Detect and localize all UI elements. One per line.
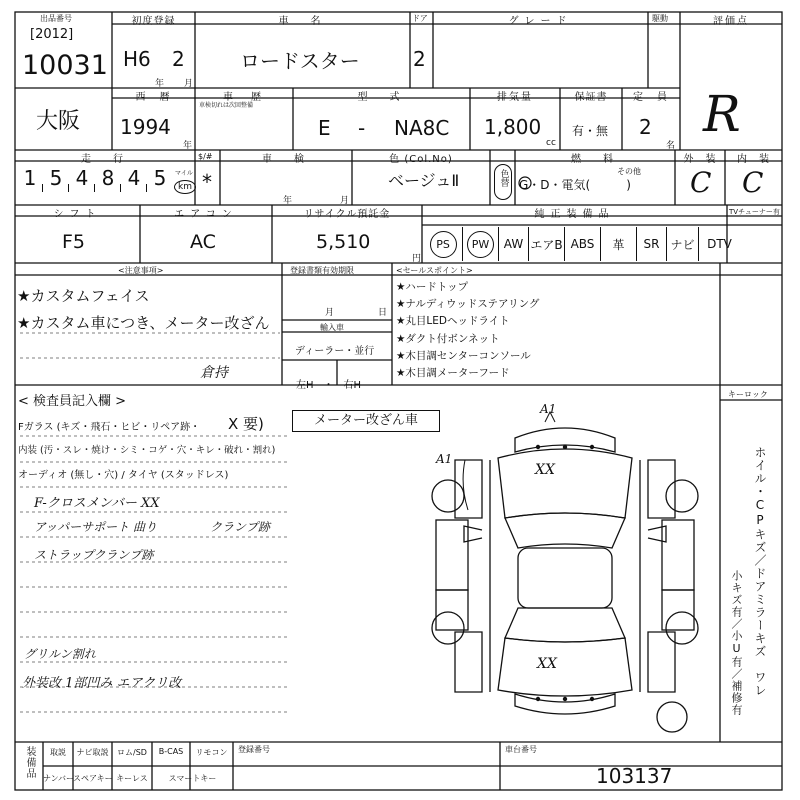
chassis-number: 103137	[596, 764, 673, 788]
sales-label: <セールスポイント>	[396, 266, 473, 275]
right-mirror	[648, 526, 666, 542]
location: 大阪	[36, 109, 81, 134]
dealer-parallel: ディーラー・並行	[295, 346, 375, 357]
tv-tuner-label: TVチューナー有	[729, 208, 780, 216]
footer-item-top: ロム/SD	[117, 748, 147, 757]
hand-note-1: F-クロスメンバー XX	[34, 496, 160, 511]
inspector-signature: 倉持	[200, 365, 228, 381]
year-bracket: [2012]	[30, 27, 74, 42]
exterior-grade: C	[690, 166, 712, 199]
recycle-deposit: 5,510	[316, 231, 371, 253]
hand-note-2: アッパーサポート 曲り	[34, 520, 157, 534]
inspection-month-unit: 月	[340, 196, 350, 206]
diagram-mark-trunk: XX	[537, 656, 557, 672]
equipment-list	[424, 227, 780, 261]
color-change-circled	[494, 164, 512, 200]
key-lock-label: キーロック	[728, 390, 768, 399]
year-unit-2: 年	[183, 141, 193, 151]
fuel-gasoline-circle	[518, 176, 532, 190]
steering-side: 左H ・ 右H	[296, 380, 362, 391]
sales-points	[396, 279, 539, 382]
sales-point: ★ハードトップ	[396, 281, 469, 293]
trunk-shape	[498, 638, 632, 696]
audio-tire-line: オーディオ (無し・穴) / タイヤ (スタッドレス)	[18, 470, 229, 481]
mileage-digit: 5	[49, 166, 63, 190]
displacement: 1,800	[484, 115, 542, 139]
equipment-item	[424, 227, 462, 261]
footer-item-bottom: キーレス	[116, 774, 148, 783]
equipment-label-8: ナビ	[670, 237, 695, 252]
sales-point: ★ダクト付ボンネット	[396, 332, 500, 345]
caution-item-2: ★カスタム車につき、メーター改ざん	[17, 314, 270, 332]
exterior-label: 外 装	[683, 154, 717, 165]
equipment-label-5: ABS	[570, 237, 595, 251]
caution-item-1: ★カスタムフェイス	[17, 287, 150, 305]
equipment-item	[564, 227, 600, 261]
first-reg-year: 2	[172, 47, 185, 71]
glass-line: Fガラス (キズ・飛石・ヒビ・リペア跡・	[18, 422, 201, 433]
fuel-label: 燃 料	[571, 154, 619, 165]
model-dash: -	[358, 116, 366, 140]
mileage-tick	[120, 184, 121, 192]
mileage-label: 走 行	[81, 154, 129, 165]
sales-point: ★丸目LEDヘッドライト	[396, 315, 510, 328]
shift-label: シフト	[53, 209, 102, 220]
footer-items-top	[43, 742, 233, 766]
equipment-item	[698, 227, 740, 261]
mileage-digit: 4	[75, 166, 89, 190]
mileage-tick	[68, 184, 69, 192]
meter-stamp: メーター改ざん車	[292, 410, 440, 432]
ac-label: エアコン	[174, 209, 238, 220]
caution-label: <注意事項>	[118, 266, 164, 275]
wheel-left-front	[432, 480, 464, 512]
year-unit: 年	[155, 79, 165, 89]
fuel-other-label: その他	[617, 167, 641, 176]
windshield-shape	[505, 513, 625, 548]
hand-note-5: グリルン割れ	[24, 647, 96, 661]
hand-stroke-left	[463, 460, 468, 510]
door-count: 2	[413, 47, 426, 71]
rating-grade: R	[703, 85, 741, 143]
glass-mark: X 要)	[228, 415, 264, 433]
equipment-label: 純正装備品	[534, 209, 615, 220]
right-front-fender	[648, 460, 675, 518]
cc-unit: cc	[546, 138, 556, 148]
door-label: ドア	[412, 14, 428, 23]
hood-shape	[498, 449, 632, 518]
equipment-label-7: SR	[643, 237, 660, 251]
history-label: 車 歴	[223, 92, 265, 103]
interior-label: 内 装	[737, 154, 770, 165]
footer-item-top: リモコン	[195, 748, 228, 757]
hand-note-6: 外装改 1部凹み エアクリ改	[22, 676, 182, 691]
left-mirror	[464, 526, 482, 542]
interior-grade: C	[742, 166, 764, 199]
right-rear-fender	[648, 632, 675, 692]
shift: F5	[62, 231, 86, 253]
diagram-mark-hood: XX	[535, 462, 555, 478]
model-label: 型 式	[357, 92, 406, 103]
exhibit-no-label: 出品番号	[40, 14, 72, 23]
warranty-label: 保証書	[574, 92, 608, 103]
car-damage-diagram	[420, 400, 710, 730]
color: ベージュⅡ	[388, 171, 460, 190]
diagram-mark-front: A1	[540, 402, 557, 416]
grade-label: グレード	[508, 16, 573, 27]
exhibit-number: 10031	[22, 50, 108, 81]
diagram-mark-left: A1	[436, 452, 453, 466]
first-reg-label: 初度登録	[131, 16, 176, 27]
person-unit: 名	[666, 141, 676, 151]
inspection-label: 車 検	[262, 154, 310, 165]
inspection-year-unit: 年	[283, 196, 293, 206]
model-code: NA8C	[394, 116, 450, 140]
inspector-notes-label: < 検査員記入欄 >	[18, 394, 127, 409]
doc-month-unit: 月	[325, 308, 335, 318]
mileage-tick	[146, 184, 147, 192]
footer-item-bottom: ナンバー	[43, 774, 75, 783]
western-year-label: 西 暦	[135, 92, 172, 103]
capacity-label: 定 員	[633, 92, 669, 103]
equipment-label-4: エアB	[530, 237, 563, 252]
left-front-fender	[455, 460, 482, 518]
equipment-item	[498, 227, 528, 261]
fuel: G・D・電気( )	[519, 178, 631, 192]
history-note: 車検切れは次回整備	[199, 102, 254, 109]
model-prefix: E	[318, 116, 331, 140]
mileage-star: *	[202, 170, 212, 194]
spare-tire-circle	[655, 700, 689, 734]
equipment-label-6: 革	[612, 237, 625, 252]
color-change-label: 色替	[498, 169, 509, 187]
equipment-item	[636, 227, 666, 261]
wheel-left-rear	[432, 612, 464, 644]
chassis-no-label: 車台番号	[505, 745, 537, 754]
recycle-label: リサイクル預託金	[303, 209, 391, 220]
wheel-right-front	[666, 480, 698, 512]
mileage-digit: 4	[127, 166, 141, 190]
mileage-unit-top: マイル	[175, 170, 193, 177]
equipment-item	[462, 227, 498, 261]
footer-item-bottom: スマートキー	[168, 774, 217, 783]
displacement-label: 排気量	[497, 92, 533, 103]
side-note-repair: 小キズ有／小U有／補修有	[730, 570, 743, 716]
rating-label: 評価点	[713, 16, 749, 27]
equipment-label-3: AW	[503, 237, 524, 251]
footer-item-bottom: スペアキー	[73, 774, 113, 783]
registration-no-label: 登録番号	[238, 745, 270, 754]
mileage-digit: 8	[101, 166, 115, 190]
yen-unit: 円	[412, 254, 422, 264]
footer-items-bottom	[43, 766, 233, 790]
import-label: 輸入車	[320, 323, 344, 332]
equipment-label-1: PS	[430, 231, 457, 258]
mileage-tick	[94, 184, 95, 192]
km-unit-circled: km	[174, 180, 196, 194]
warranty: 有・無	[572, 124, 609, 138]
mileage-digit: 1	[23, 166, 37, 190]
equipment-item	[528, 227, 564, 261]
footer-equip-label: 装備品	[24, 746, 35, 779]
body-side-lines	[490, 460, 640, 692]
footer-item-top: ナビ取説	[76, 748, 109, 757]
side-note-damage: ホイル・CPキズ／ドアミラーキズ ワレ	[753, 446, 767, 697]
doc-day-unit: 日	[378, 308, 388, 318]
hand-note-3: クランプ跡	[210, 520, 271, 534]
left-rear-fender	[455, 632, 482, 692]
color-label: 色 (Col.No)	[389, 154, 453, 165]
footer-item-top: B-CAS	[158, 747, 184, 756]
equipment-label-9: DTV	[707, 237, 732, 251]
western-year: 1994	[120, 115, 171, 139]
month-unit: 月	[184, 79, 194, 89]
interior-condition-line: 内装 (汚・スレ・焼け・シミ・コゲ・穴・キレ・破れ・割れ)	[18, 445, 276, 456]
sales-point: ★木目調センターコンソール	[396, 349, 531, 362]
ac: AC	[190, 231, 216, 253]
roof-shape	[518, 548, 612, 608]
equipment-label-2: PW	[467, 231, 494, 258]
equipment-item	[600, 227, 636, 261]
left-front-door	[436, 520, 468, 590]
mileage-digit: 5	[153, 166, 167, 190]
car-name: ロードスター	[240, 49, 360, 73]
mileage-tick	[42, 184, 43, 192]
capacity: 2	[639, 115, 652, 139]
wheel-right-rear	[666, 612, 698, 644]
rear-window-shape	[505, 608, 625, 642]
footer-item-top: 取説	[50, 748, 66, 757]
hand-note-4: ストラップクランプ跡	[34, 548, 154, 562]
sales-point: ★ナルディウッドステアリング	[396, 298, 540, 311]
era: H6	[123, 47, 151, 71]
doc-expiry-label: 登録書類有効期限	[290, 266, 354, 275]
dollar-label: $/#	[198, 152, 213, 161]
right-front-door	[662, 520, 694, 590]
equipment-item	[666, 227, 698, 261]
sales-point: ★木目調メーターフード	[396, 367, 510, 380]
car-name-label: 車 名	[278, 16, 327, 27]
drive-label: 駆動	[652, 14, 668, 23]
